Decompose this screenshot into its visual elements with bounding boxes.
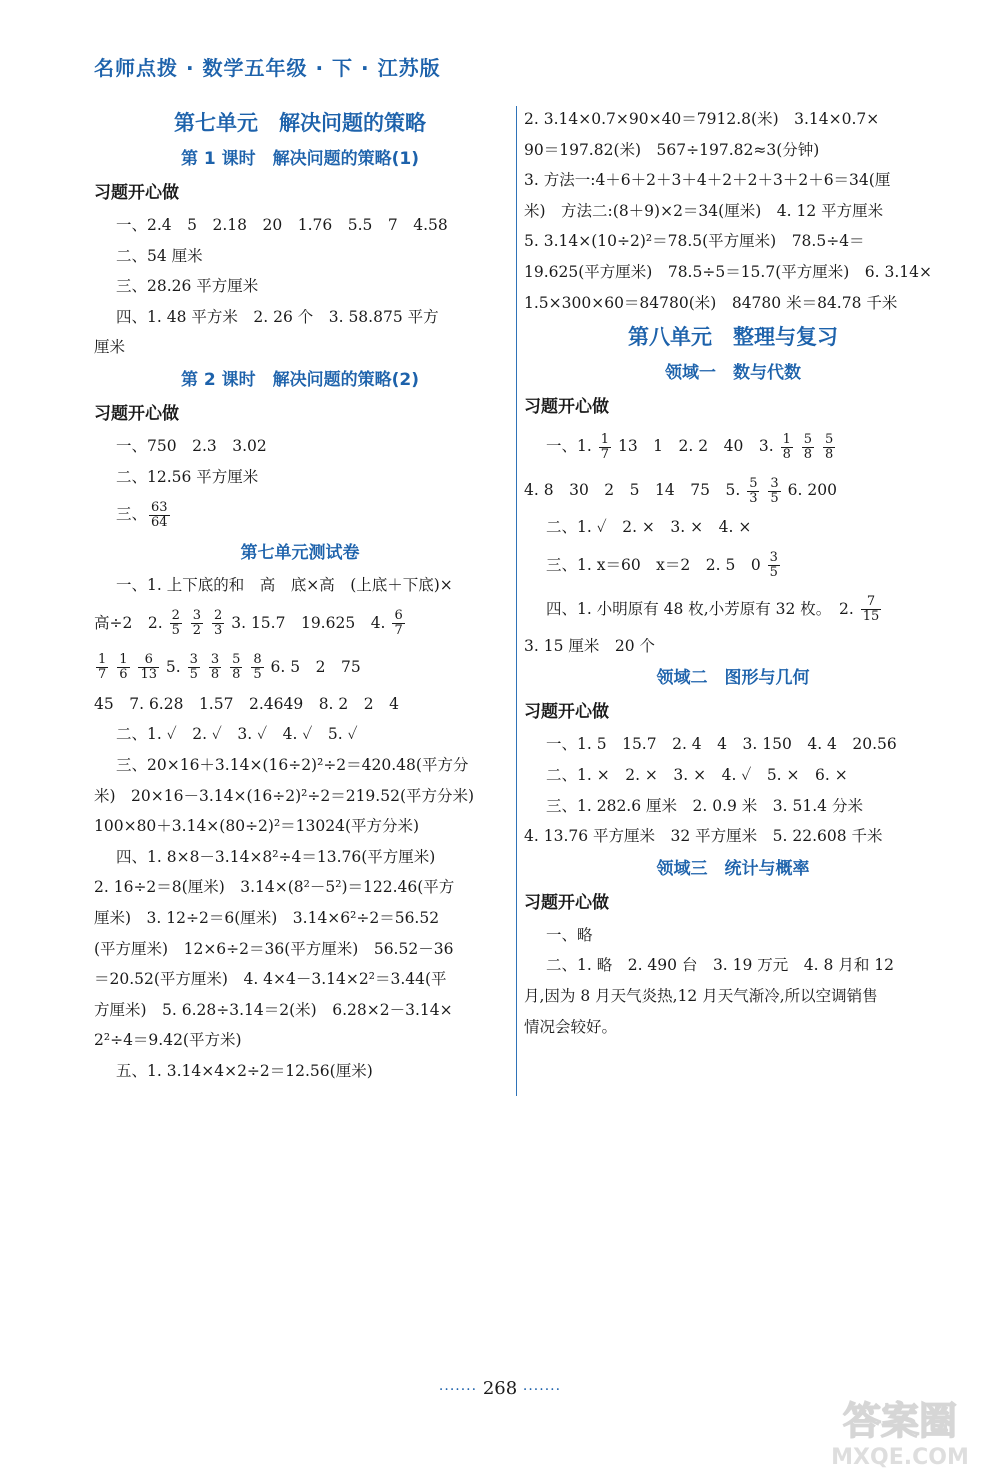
answer-line: $\frac{1}{7}$ $\frac{1}{6}$ $\frac{6}{13}$ 5. $\frac{3}{5}$ $\frac{3}{8}$ $\frac{5}{8}$ $\frac{8}{5}$ 6. 5 2 75 <box>98 652 361 683</box>
practice-heading: 习题开心做 <box>524 892 609 913</box>
dots-right: ······· <box>522 1382 562 1398</box>
test-title: 第七单元测试卷 <box>240 543 360 564</box>
answer-line: 三、28.26 平方厘米 <box>116 277 259 296</box>
answer-line: 19.625(平方厘米) 78.5÷5＝15.7(平方厘米) 6. 3.14× <box>524 262 933 281</box>
watermark-text: 答案圈 <box>842 1399 958 1443</box>
fraction: $\frac{3}{2}$ <box>192 608 202 639</box>
answer-line: 四、1. 48 平方米 2. 26 个 3. 58.875 平方 <box>116 307 439 326</box>
answer-line: 四、1. 8×8－3.14×8²÷4＝13.76(平方厘米) <box>116 847 436 866</box>
answer-line: 二、1. 略 2. 490 台 3. 19 万元 4. 8 月和 12 <box>546 956 894 975</box>
answer-line: 2. 3.14×0.7×90×40＝7912.8(米) 3.14×0.7× <box>524 110 880 128</box>
fraction: $\frac{5}{3}$ <box>749 475 758 506</box>
answer-line: 米) 方法二:(8＋9)×2＝34(厘米) 4. 12 平方厘米 <box>524 201 884 220</box>
fraction: $\frac{5}{8}$ <box>825 431 834 462</box>
fraction: $\frac{2}{5}$ <box>171 608 180 639</box>
column-divider <box>516 106 517 1096</box>
answer-line: 4. 13.76 平方厘米 32 平方厘米 5. 22.608 千米 <box>524 827 883 846</box>
page-number-value: 268 <box>482 1378 518 1399</box>
unit7-title: 第七单元 解决问题的策略 <box>174 111 426 135</box>
watermark-url: MXQE.COM <box>831 1445 969 1468</box>
answer-line: 月,因为 8 月天气炎热,12 月天气渐冷,所以空调销售 <box>524 986 878 1005</box>
fraction: $\frac{3}{5}$ <box>769 550 778 581</box>
answer-line: 5. 3.14×(10÷2)²＝78.5(平方厘米) 78.5÷4＝ <box>524 232 865 251</box>
fraction: $\frac{2}{3}$ <box>214 608 223 639</box>
fraction: $\frac{6}{13}$ <box>140 652 157 683</box>
answer-line: 厘米) 3. 12÷2＝6(厘米) 3.14×6²÷2＝56.52 <box>94 908 440 927</box>
fraction: $\frac{6}{7}$ <box>394 608 403 639</box>
fraction: $\frac{5}{8}$ <box>232 652 241 683</box>
answer-line: 厘米 <box>94 338 126 357</box>
answer-line: 一、2.4 5 2.18 20 1.76 5.5 7 4.58 <box>116 216 448 234</box>
lesson2-title: 第 2 课时 解决问题的策略(2) <box>180 369 420 390</box>
answer-line: 45 7. 6.28 1.57 2.4649 8. 2 2 4 <box>94 694 399 713</box>
answer-line: 三、1. x＝60 x＝2 2. 5 0 $\frac{3}{5}$ <box>546 550 778 581</box>
answer-line: 3. 方法一:4＋6＋2＋3＋4＋2＋2＋3＋2＋6＝34(厘 <box>524 171 891 190</box>
area2-title: 领域二 图形与几何 <box>656 668 810 689</box>
running-header: 名师点拨 · 数学五年级 · 下 · 江苏版 <box>94 56 441 80</box>
answer-line: 2. 16÷2＝8(厘米) 3.14×(8²－5²)＝122.46(平方 <box>94 878 455 897</box>
answer-line: 一、1. 上下底的和 高 底×高 (上底＋下底)× <box>116 576 453 595</box>
answer-line: 米) 20×16－3.14×(16÷2)²÷2＝219.52(平方分米) <box>94 786 475 805</box>
unit8-title: 第八单元 整理与复习 <box>628 325 838 350</box>
dots-left: ······· <box>438 1382 478 1398</box>
fraction: $\frac{1}{6}$ <box>119 652 128 683</box>
answer-line: 一、750 2.3 3.02 <box>116 436 267 455</box>
answer-line: 二、12.56 平方厘米 <box>116 467 259 486</box>
answer-line: ＝20.52(平方厘米) 4. 4×4－3.14×2²＝3.44(平 <box>94 970 447 989</box>
answer-line: 3. 15 厘米 20 个 <box>524 636 656 655</box>
left-column <box>94 104 506 1086</box>
area3-title: 领域三 统计与概率 <box>656 858 810 879</box>
answer-line: 方厘米) 5. 6.28÷3.14＝2(米) 6.28×2－3.14× <box>94 1000 453 1019</box>
answer-line: 三、1. 282.6 厘米 2. 0.9 米 3. 51.4 分米 <box>546 796 863 815</box>
fraction: $\frac{1}{8}$ <box>782 431 791 462</box>
practice-heading: 习题开心做 <box>524 397 609 418</box>
answer-line: 三、20×16＋3.14×(16÷2)²÷2＝420.48(平方分 <box>116 755 469 774</box>
fraction: $\frac{7}{15}$ <box>862 594 880 625</box>
fraction: $\frac{3}{5}$ <box>770 475 779 506</box>
fraction: $\frac{3}{5}$ <box>189 652 198 683</box>
area1-title: 领域一 数与代数 <box>665 363 801 384</box>
answer-label: 三、 <box>116 505 148 524</box>
answer-line: 1.5×300×60＝84780(米) 84780 米＝84.78 千米 <box>524 293 898 312</box>
answer-line <box>94 492 506 536</box>
answer-line: 二、1. ✓ 2. ✓ 3. ✓ 4. ✓ 5. ✓ <box>116 725 358 744</box>
fraction: $\frac{1}{7}$ <box>600 431 610 462</box>
answer-line: 高÷2 2. $\frac{2}{5}$ $\frac{3}{2}$ $\frac{2}{3}$ 3. 15.7 19.625 4. $\frac{6}{7}$ <box>94 608 403 639</box>
answer-line: 一、1. 5 15.7 2. 4 4 3. 150 4. 4 20.56 <box>546 735 897 754</box>
practice-heading: 习题开心做 <box>94 403 179 424</box>
fraction: $\frac{5}{8}$ <box>803 431 813 462</box>
answer-line: 二、1. ✓ 2. × 3. × 4. × <box>546 518 752 537</box>
answer-line: 90＝197.82(米) 567÷197.82≈3(分钟) <box>524 140 820 159</box>
answer-line: 情况会较好。 <box>524 1017 618 1036</box>
fraction: $\frac{8}{5}$ <box>253 652 262 683</box>
lesson1-title: 第 1 课时 解决问题的策略(1) <box>180 149 420 169</box>
fraction: $\frac{1}{7}$ <box>98 652 107 683</box>
practice-heading: 习题开心做 <box>524 702 609 723</box>
fraction: $\frac{63}{64}$ <box>151 499 168 530</box>
answer-line: 五、1. 3.14×4×2÷2＝12.56(厘米) <box>116 1061 373 1080</box>
watermark-logo <box>812 1392 988 1468</box>
answer-line: 四、1. 小明原有 48 枚,小芳原有 32 枚。 2. $\frac{7}{15}$ <box>546 594 880 625</box>
answer-line: 二、54 厘米 <box>116 246 203 265</box>
answer-line: 100×80＋3.14×(80÷2)²＝13024(平方分米) <box>94 817 420 836</box>
right-column <box>524 104 942 1042</box>
answer-line: (平方厘米) 12×6÷2＝36(平方厘米) 56.52－36 <box>94 939 454 958</box>
practice-heading: 习题开心做 <box>94 183 179 203</box>
answer-line: 二、1. × 2. × 3. × 4. ✓ 5. × 6. × <box>546 765 848 784</box>
answer-line: 一、1. $\frac{1}{7}$ 13 1 2. 2 40 3. $\frac{1}{8}$ $\frac{5}{8}$ $\frac{5}{8}$ <box>546 431 834 462</box>
answer-line: 一、略 <box>546 925 593 944</box>
fraction: $\frac{3}{8}$ <box>210 652 220 683</box>
answer-line: 2²÷4＝9.42(平方米) <box>94 1031 242 1050</box>
answer-line: 4. 8 30 2 5 14 75 5. $\frac{5}{3}$ $\frac{3}{5}$ 6. 200 <box>524 475 837 506</box>
